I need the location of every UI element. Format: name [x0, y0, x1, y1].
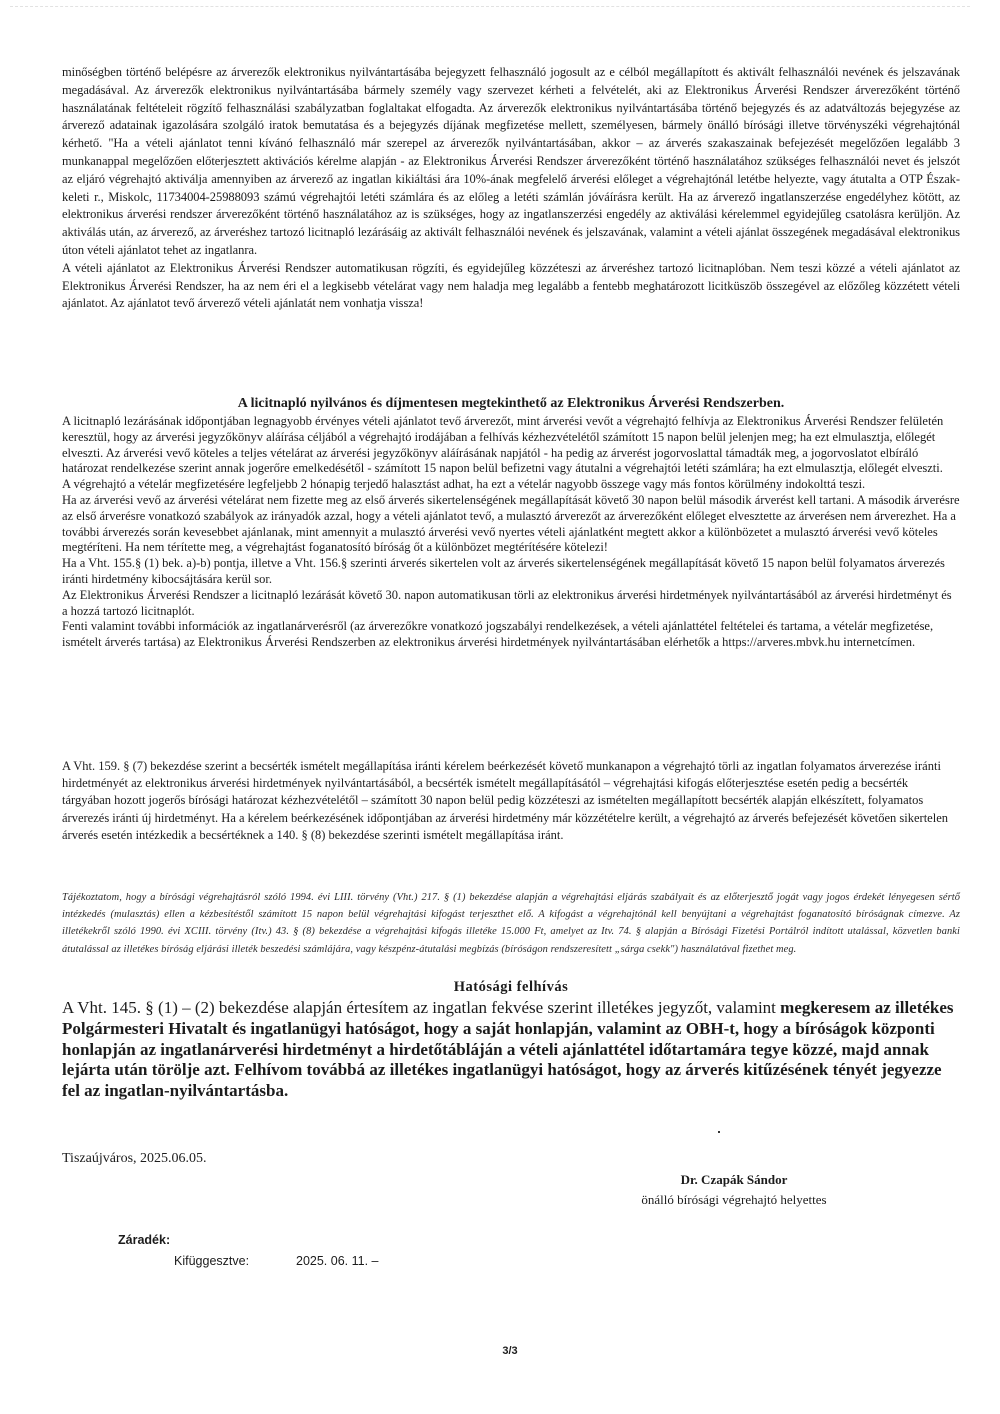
signer-name: Dr. Czapák Sándor: [680, 1172, 788, 1187]
authority-request-heading: Hatósági felhívás: [453, 979, 569, 995]
endorsement-label: Záradék:: [118, 1233, 171, 1247]
second-auction-paragraph: Ha az árverési vevő az árverési vételárat nem fizette meg az első árverés sikertelenségének megállapítását követő 30 napon belül második árverést kell tartani. A második árverésre az első árverésre vonatkozó szabályok az irányadók azzal, hogy a vételi ajánlatot tevő, a mulasztó árverezőt az árverezőként előleget elvesztette az árverésen nem árverezhet. Ha a további árverezés során kevesebbet ajánlanak, mint amennyit a mulasztó árverési vevő nyertes vételi ajánlatként megtett akkor a különbözetet a mulasztó árverési vevő köteles megtéríteni. Ha nem térítette meg, a végrehajtást foganatosító bíróság őt a különbözet megtérítésére kötelezi!: [62, 492, 960, 555]
signature-block: [614, 1170, 854, 1210]
valuation-paragraph: A Vht. 159. § (7) bekezdése szerint a becsérték ismételt megállapítása iránti kérelem beérkezését követő munkanapon a végrehajtó törli az ingatlan folyamatos árverezése iránti hirdetményét az elektronikus árverési hirdetmények nyilvántartásából, a becsérték ismételt megállapításától – végrehajtási kifogás előterjesztése esetén pedig a becsérték tárgyában hozott jogerős bírósági határozat kézhezvételétől – számított 30 napon belül pedig közzéteszi az ismételten megállapított becsérték alapján elkészített, folyamatos árverezés iránti új hirdetményt. Ha a kérelem beérkezésének időpontjában az árverési hirdetmény már közzétételre került, a végrehajtó az árverés befejezését követően sikertelen árverés esetén intézkedik a becsértéknek a 140. § (8) bekezdése szerinti ismételt megállapítása iránt.: [62, 759, 949, 842]
scan-edge-line: [10, 6, 970, 7]
authority-request-section: [62, 998, 960, 1102]
authority-request-paragraph: [62, 998, 960, 1102]
more-info-paragraph: Fenti valamint további információk az ingatlanárverésről (az árverezőkre vonatkozó jogszabályi rendelkezések, a vételi ajánlattétel feltételei és tartama, a vételár megfizetése, ismételt árverés tartása) az Elektronikus Árverési Rendszerben az elektronikus árverési hirdetmények nyilvántartásában elérhetők a https://arveres.mbvk.hu internetcímen.: [62, 619, 934, 650]
posted-label: Kifüggesztve:: [174, 1254, 250, 1268]
place-and-date: Tiszaújváros, 2025.06.05.: [62, 1151, 207, 1166]
signer-title: önálló bírósági végrehajtó helyettes: [641, 1192, 827, 1207]
bid-recording-paragraph: A vételi ajánlatot az Elektronikus Árverési Rendszer automatikusan rögzíti, és egyidejűleg közzéteszi az árveréshez tartozó licitnaplóban. Nem teszi közzé a vételi ajánlatot az Elektronikus Árverési Rendszer, ha az nem éri el a legkisebb vételárat vagy nem haladja meg legalább a fentebb meghatározott licitküszöb összegével az előzőleg közzétett vételi ajánlatot. Az ajánlatot tevő árverező vételi ajánlatát nem vonhatja vissza!: [62, 260, 960, 311]
deletion-paragraph: Az Elektronikus Árverési Rendszer a licitnapló lezárását követő 30. napon automatikusan törli az elektronikus árverési hirdetmények nyilvántartásából az árverési hirdetményt és a hozzá tartozó licitnaplót.: [62, 587, 952, 618]
posted-date: 2025. 06. 11. –: [296, 1254, 379, 1268]
auction-participation-section: [62, 64, 960, 313]
purchase-rules-section: [62, 414, 960, 651]
participation-paragraph: minőségben történő belépésre az árverezők elektronikus nyilvántartásába bejegyzett felhasználó jogosult az e célból megállapított és aktivált felhasználói nevének és jelszavának megadásával. Az árverezők elektronikus nyilvántartásába bármely személy vagy szervezet kérheti a felvételét, aki az Elektronikus Árverési Rendszer árverezőként történő használatának feltételeit rögzítő felhasználási szabályzatban foglaltakat elfogadta. Az árverezők elektronikus nyilvántartásába történő bejegyzés és az adatváltozás bejegyzése az árverező adatainak igazolására szolgáló iratok bemutatása és a bejegyzés díjának megfizetése mellett, személyesen, bármely önálló bírósági illetve törvényszéki végrehajtónál kérhető. "Ha a vételi ajánlatot tenni kívánó felhasználó már szerepel az árverezők nyilvántartásában, akkor – az árverés szakaszainak befejezését megelőzően legalább 3 munkanappal megelőzően előterjesztett aktivációs kérelme alapján - az Elektronikus Árverési Rendszer árverezőként történő használatához szükséges felhasználói nevet és jelszót az eljáró végrehajtó aktiválja amennyiben az árverező az ingatlan kikiáltási ára 10%-ának megfelelő árverési előleget a végrehajtónál letétbe helyezte, vagy átutalta a OTP Észak-keleti r., Miskolc, 11734004-25988093 számú végrehajtói letéti számlára és az előleg a letéti számlán jóváírásra került. Ha az árverező ingatlanszerzése engedélyhez kötött, az elektronikus árverési rendszer árverezőként történő használatához az is szükséges, hogy az ingatlanszerzési engedély az aktiválási kérelemmel egyidejűleg csatolásra kerüljön. Az aktiválás után, az árverező, az árveréshez tartozó licitnapló lezárásáig az aktivált felhasználói nevének és jelszavának, valamint a vételi ajánlat összegének megadásával elektronikus úton vételi ajánlatot tehet az ingatlanra.: [62, 65, 960, 257]
remedy-paragraph: Tájékoztatom, hogy a bírósági végrehajtásról szóló 1994. évi LIII. törvény (Vht.) 217. § (1) bekezdése alapján a végrehajtási eljárás szabályait és az előterjesztő jogát vagy jogos érdekét lényegesen sértő intézkedés (mulasztás) ellen a kézbesítéstől számított 15 napon belül végrehajtási kifogást terjeszthet elő. A kifogást a végrehajtónál kell benyújtani a végrehajtást foganatosító bíróságnak címezve. Az illetékekről szóló 1990. évi XCIII. törvény (Itv.) 43. § (8) bekezdése a végrehajtási kifogás illetéke 15.000 Ft, amelyet az Itv. 74. § alapján a Bírósági Fizetési Portálról indított utalással, közvetlen banki átutalással az illetékes bíróság eljárási illeték beszedési számlájára, vagy készpénz-átutalási megbízás (bíróságon rendszeresített „sárga csekk") használatával fizethet meg.: [62, 892, 960, 955]
scan-mark: [718, 1131, 720, 1133]
winning-bidder-paragraph: A licitnapló lezárásának időpontjában legnagyobb érvényes vételi ajánlatot tevő árverezőt, mint árverési vevőt a végrehajtó felhívja az Elektronikus Árverési Rendszer felületén keresztül, hogy az árverési jegyzőkönyv aláírása céljából a végrehajtó irodájában a felhívás kézhezvételétől számított 15 napon belül jelenjen meg; ha ezt elmulasztja, előlegét elveszti. Az árverési vevő köteles a teljes vételárat az árverési jegyzőkönyv aláírásának napjától - ha pedig az árverést jogorvoslattal támadták meg, a jogorvoslatot elbíráló határozat rendelkezése szerint annak jogerőre emelkedésétől - számított 15 napon belül befizetni vagy átutalni a végrehajtói letéti számlára; ha ezt elmulasztja, előlegét elveszti.: [62, 414, 944, 476]
bid-log-heading: A licitnapló nyilvános és díjmentesen megtekinthető az Elektronikus Árverési Rendszerben.: [237, 396, 785, 411]
legal-remedy-notice: [62, 889, 960, 958]
payment-deferral-paragraph: A végrehajtó a vételár megfizetésére legfeljebb 2 hónapig terjedő halasztást adhat, ha ezt a vételár nagyobb összege vagy más fontos körülmény indokolttá teszi.: [62, 477, 866, 492]
page-number: 3/3: [502, 1345, 518, 1357]
authority-request-lead: A Vht. 145. § (1) – (2) bekezdése alapján értesítem az ingatlan fekvése szerint illetékes jegyzőt, valamint: [62, 998, 776, 1017]
authority-request-body: megkeresem az illetékes Polgármesteri Hivatalt és ingatlanügyi hatóságot, hogy a saját honlapján, valamint az OBH-t, hogy a bíróságok központi honlapján az ingatlanárverési hirdetményt a hirdetőtábláján a vételi ajánlattétel időtartamára tegye közzé, majd annak lejárta után törölje azt. Felhívom továbbá az illetékes ingatlanügyi hatóságot, hogy az árverés kitűzésének tényét jegyezze fel az ingatlan-nyilvántartásba.: [62, 998, 954, 1101]
valuation-section: [62, 758, 960, 844]
continuous-auction-paragraph: Ha a Vht. 155.§ (1) bek. a)-b) pontja, illetve a Vht. 156.§ szerinti árverés sikertelen volt az árverés sikertelenségének megállapítását követő 15 napon belül folyamatos árverezés iránti hirdetmény kibocsájtására kerül sor.: [62, 556, 945, 586]
